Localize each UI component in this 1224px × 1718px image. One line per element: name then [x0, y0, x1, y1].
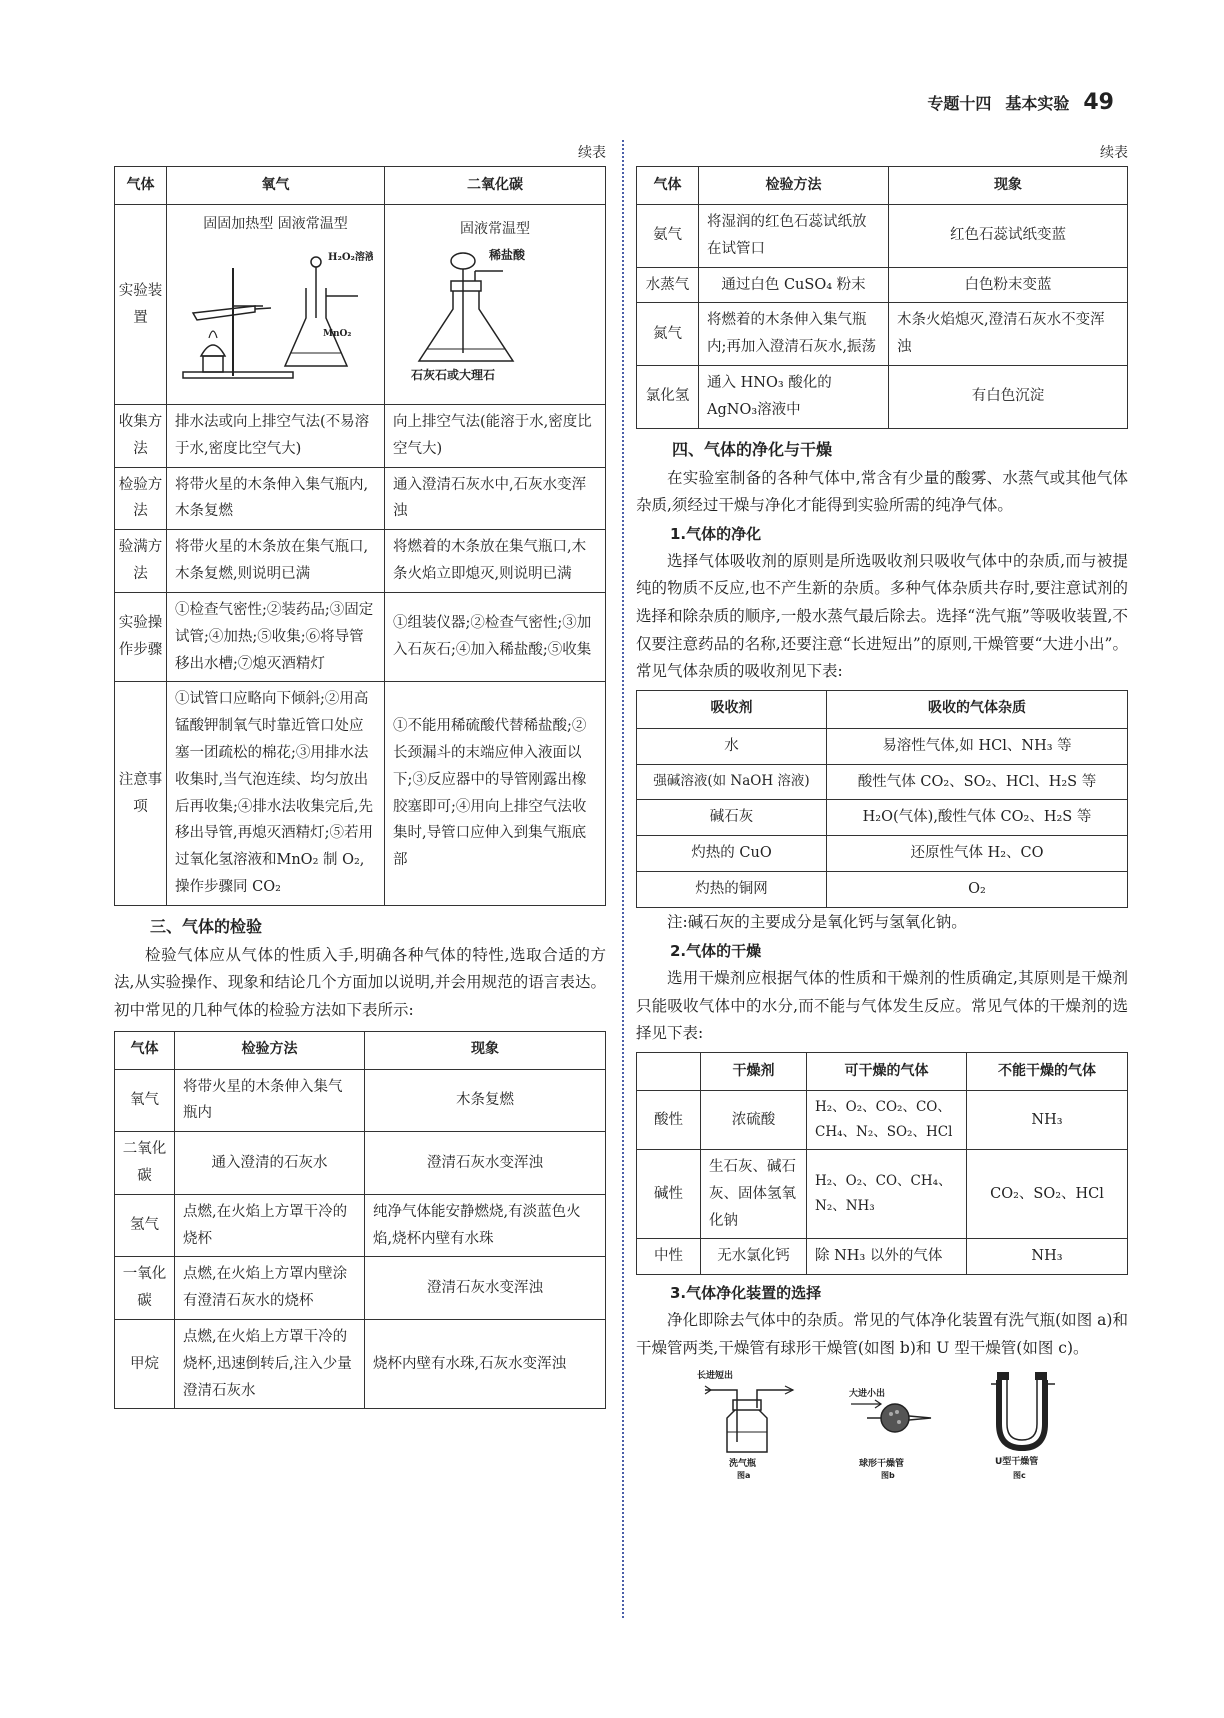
- gas-cell: 氮气: [637, 303, 699, 366]
- gas-cell: 水蒸气: [637, 267, 699, 303]
- figure-a-caption: 图a: [737, 1471, 751, 1481]
- gas-preparation-table: [114, 166, 606, 906]
- gas-cell: 氢气: [115, 1194, 175, 1257]
- table-header-row: [115, 1031, 606, 1069]
- header-absorbent: 吸收剂: [637, 690, 827, 728]
- apparatus-type-label: 固固加热型 固液常温型: [203, 215, 348, 232]
- subsection-heading: 1.气体的净化: [670, 524, 762, 543]
- header-cannot-dry: 不能干燥的气体: [967, 1052, 1128, 1090]
- table-row: [115, 1132, 606, 1195]
- header-result: 现象: [889, 167, 1128, 205]
- row-label: 注意事项: [115, 682, 167, 906]
- can-dry-cell: H₂、O₂、CO₂、CO、CH₄、N₂、SO₂、HCl: [807, 1090, 967, 1149]
- right-column: [636, 140, 1128, 1480]
- subsection-heading: 3.气体净化装置的选择: [670, 1284, 822, 1303]
- absorbent-cell: 水: [637, 728, 827, 764]
- result-cell: 红色石蕊试纸变蓝: [889, 205, 1128, 268]
- co2-cell: ①组装仪器;②检查气密性;③加入石灰石;④加入稀盐酸;⑤收集: [385, 592, 606, 681]
- section-paragraph: 检验气体应从气体的性质入手,明确各种气体的特性,选取合适的方法,从实验操作、现象和结论几个方面加以说明,并会用规范的语言表达。初中常见的几种气体的检验方法如下表所示:: [114, 945, 606, 1019]
- section-heading: 三、气体的检验: [150, 916, 263, 936]
- co2-cell: 通入澄清石灰水中,石灰水变浑浊: [385, 467, 606, 530]
- gas-washing-bottle-figure: [697, 1368, 807, 1480]
- header-method: 检验方法: [699, 167, 889, 205]
- header-result: 现象: [365, 1031, 606, 1069]
- row-label: 检验方法: [115, 467, 167, 530]
- can-dry-cell: H₂、O₂、CO、CH₄、N₂、NH₃: [807, 1149, 967, 1238]
- table-row: [637, 366, 1128, 429]
- table-row: [637, 836, 1128, 872]
- oxygen-cell: 排水法或向上排空气法(不易溶于水,密度比空气大): [167, 405, 385, 468]
- header-gas: 气体: [115, 1031, 175, 1069]
- agent-cell: 生石灰、碱石灰、固体氢氧化钠: [701, 1149, 807, 1238]
- chapter-label: 专题十四: [927, 94, 992, 113]
- table-row: [637, 1149, 1128, 1238]
- chapter-title: 基本实验: [1005, 94, 1070, 113]
- table-row: [637, 1090, 1128, 1149]
- table-row: [637, 267, 1128, 303]
- method-cell: 通入 HNO₃ 酸化的AgNO₃溶液中: [699, 366, 889, 429]
- column-divider: [622, 140, 624, 1618]
- agent-cell: 浓硫酸: [701, 1090, 807, 1149]
- method-cell: 通入澄清的石灰水: [175, 1132, 365, 1195]
- result-cell: 澄清石灰水变浑浊: [365, 1132, 606, 1195]
- gas-test-table: [114, 1031, 606, 1410]
- section-paragraph: 在实验室制备的各种气体中,常含有少量的酸雾、水蒸气或其他气体杂质,须经过干燥与净化才能得到实验所需的纯净气体。: [636, 468, 1128, 515]
- header-method: 检验方法: [175, 1031, 365, 1069]
- result-cell: 木条复燃: [365, 1069, 606, 1132]
- header-impurity: 吸收的气体杂质: [827, 690, 1128, 728]
- table-row: [115, 1320, 606, 1409]
- method-cell: 通过白色 CuSO₄ 粉末: [699, 267, 889, 303]
- table-row: [637, 205, 1128, 268]
- method-cell: 点燃,在火焰上方罩干冷的烧杯,迅速倒转后,注入少量澄清石灰水: [175, 1320, 365, 1409]
- subsection-heading: 2.气体的干燥: [670, 942, 762, 961]
- h2o2-label: H₂O₂溶液: [328, 251, 373, 263]
- gas-cell: 氧气: [115, 1069, 175, 1132]
- co2-cell: 将燃着的木条放在集气瓶口,木条火焰立即熄灭,则说明已满: [385, 530, 606, 593]
- header-gas: 气体: [637, 167, 699, 205]
- gas-cell: 甲烷: [115, 1320, 175, 1409]
- left-column: [114, 140, 606, 1409]
- figure-b-arrow-label: 大进小出: [849, 1389, 886, 1400]
- method-cell: 将燃着的木条伸入集气瓶内;再加入澄清石灰水,振荡: [699, 303, 889, 366]
- result-cell: 白色粉末变蓝: [889, 267, 1128, 303]
- apparatus-type-label-co2: 固液常温型: [460, 220, 530, 237]
- table-row: [115, 1069, 606, 1132]
- table-row: [637, 1239, 1128, 1275]
- table-note: 注:碱石灰的主要成分是氧化钙与氢氧化钠。: [667, 912, 967, 931]
- figure-c-name: U型干燥管: [995, 1457, 1039, 1468]
- table-header-row: [115, 167, 606, 205]
- impurity-cell: 易溶性气体,如 HCl、NH₃ 等: [827, 728, 1128, 764]
- gas-cell: 氨气: [637, 205, 699, 268]
- header-oxygen: 氧气: [167, 167, 385, 205]
- can-dry-cell: 除 NH₃ 以外的气体: [807, 1239, 967, 1275]
- subsection-paragraph: 净化即除去气体中的杂质。常见的气体净化装置有洗气瓶(如图 a)和干燥管两类,干燥管有球形干燥管(如图 b)和 U 型干燥管(如图 c)。: [636, 1311, 1128, 1357]
- result-cell: 澄清石灰水变浑浊: [365, 1257, 606, 1320]
- method-cell: 将带火星的木条伸入集气瓶内: [175, 1069, 365, 1132]
- continued-label: 续表: [578, 145, 606, 161]
- table-row-apparatus: [115, 205, 606, 405]
- type-cell: 酸性: [637, 1090, 701, 1149]
- table-row: [115, 467, 606, 530]
- agent-cell: 无水氯化钙: [701, 1239, 807, 1275]
- figure-b-caption: 图b: [881, 1471, 895, 1481]
- absorbent-cell: 灼热的 CuO: [637, 836, 827, 872]
- row-label: 验满方法: [115, 530, 167, 593]
- gas-cell: 一氧化碳: [115, 1257, 175, 1320]
- absorbent-cell: 灼热的铜网: [637, 871, 827, 907]
- co2-apparatus-drawing: [391, 243, 571, 383]
- table-row: [115, 682, 606, 906]
- header-agent: 干燥剂: [701, 1052, 807, 1090]
- gas-test-table-continued: [636, 166, 1128, 429]
- impurity-cell: H₂O(气体),酸性气体 CO₂、H₂S 等: [827, 800, 1128, 836]
- oxygen-cell: 将带火星的木条伸入集气瓶内,木条复燃: [167, 467, 385, 530]
- gas-cell: 氯化氢: [637, 366, 699, 429]
- cannot-dry-cell: CO₂、SO₂、HCl: [967, 1149, 1128, 1238]
- header-co2: 二氧化碳: [385, 167, 606, 205]
- cannot-dry-cell: NH₃: [967, 1239, 1128, 1275]
- result-cell: 烧杯内壁有水珠,石灰水变浑浊: [365, 1320, 606, 1409]
- row-label: 实验操作步骤: [115, 592, 167, 681]
- oxygen-cell: ①试管口应略向下倾斜;②用高锰酸钾制氧气时靠近管口处应塞一团疏松的棉花;③用排水法收集时,当气泡连续、均匀放出后再收集;④排水法收集完后,先移出导管,再熄灭酒精灯;⑤若用过氧化氢溶液和MnO₂ 制 O₂,操作步骤同 CO₂: [167, 682, 385, 906]
- co2-cell: 向上排空气法(能溶于水,密度比空气大): [385, 405, 606, 468]
- table-row: [637, 871, 1128, 907]
- result-cell: 木条火焰熄灭,澄清石灰水不变浑浊: [889, 303, 1128, 366]
- oxygen-apparatus-figure: [167, 205, 385, 405]
- impurity-cell: O₂: [827, 871, 1128, 907]
- u-drying-tube-figure: [977, 1368, 1067, 1480]
- method-cell: 点燃,在火焰上方罩内壁涂有澄清石灰水的烧杯: [175, 1257, 365, 1320]
- page-header: [927, 84, 1114, 123]
- section-heading: 四、气体的净化与干燥: [672, 439, 833, 459]
- table-row: [115, 405, 606, 468]
- co2-apparatus-figure: [385, 205, 606, 405]
- mno2-label: MnO₂: [323, 328, 352, 339]
- table-row: [637, 800, 1128, 836]
- ball-drying-tube-figure: [837, 1368, 947, 1480]
- oxygen-cell: ①检查气密性;②装药品;③固定试管;④加热;⑤收集;⑥将导管移出水槽;⑦熄灭酒精灯: [167, 592, 385, 681]
- table-row: [115, 1257, 606, 1320]
- page-number: 49: [1083, 90, 1114, 115]
- subsection-paragraph: 选用干燥剂应根据气体的性质和干燥剂的性质确定,其原则是干燥剂只能吸收气体中的水分,而不能与气体发生反应。常见气体的干燥剂的选择见下表:: [636, 969, 1128, 1043]
- table-row: [637, 303, 1128, 366]
- absorbent-table: [636, 690, 1128, 908]
- impurity-cell: 酸性气体 CO₂、SO₂、HCl、H₂S 等: [827, 764, 1128, 800]
- continued-label: 续表: [1100, 145, 1128, 161]
- header-gas: 气体: [115, 167, 167, 205]
- co2-cell: ①不能用稀硫酸代替稀盐酸;②长颈漏斗的末端应伸入液面以下;③反应器中的导管刚露出橡胶塞即可;④用向上排空气法收集时,导管口应伸入到集气瓶底部: [385, 682, 606, 906]
- type-cell: 中性: [637, 1239, 701, 1275]
- oxygen-apparatus-drawing: [173, 238, 373, 388]
- oxygen-cell: 将带火星的木条放在集气瓶口,木条复燃,则说明已满: [167, 530, 385, 593]
- gas-cell: 二氧化碳: [115, 1132, 175, 1195]
- table-row: [637, 764, 1128, 800]
- acid-label: 稀盐酸: [489, 247, 526, 262]
- figure-c-caption: 图c: [1013, 1471, 1026, 1481]
- desiccant-table: [636, 1052, 1128, 1275]
- absorbent-cell: 碱石灰: [637, 800, 827, 836]
- table-header-row: [637, 690, 1128, 728]
- subsection-paragraph: 选择气体吸收剂的原则是所选吸收剂只吸收气体中的杂质,而与被提纯的物质不反应,也不产生新的杂质。多种气体杂质共存时,要注意试剂的选择和除杂质的顺序,一般水蒸气最后除去。选择“洗气瓶”等吸收装置,不仅要注意药品的名称,还要注意“长进短出”的原则,干燥管要“大进小出”。常见气体杂质的吸收剂见下表:: [636, 551, 1128, 681]
- impurity-cell: 还原性气体 H₂、CO: [827, 836, 1128, 872]
- table-header-row: [637, 167, 1128, 205]
- table-row: [115, 1194, 606, 1257]
- figure-b-name: 球形干燥管: [859, 1459, 905, 1470]
- result-cell: 纯净气体能安静燃烧,有淡蓝色火焰,烧杯内壁有水珠: [365, 1194, 606, 1257]
- figure-a-name: 洗气瓶: [729, 1459, 757, 1470]
- table-row: [637, 728, 1128, 764]
- absorbent-cell: 强碱溶液(如 NaOH 溶液): [637, 764, 827, 800]
- row-label: 实验装置: [115, 205, 167, 405]
- table-row: [115, 530, 606, 593]
- table-header-row: [637, 1052, 1128, 1090]
- row-label: 收集方法: [115, 405, 167, 468]
- method-cell: 将湿润的红色石蕊试纸放在试管口: [699, 205, 889, 268]
- type-cell: 碱性: [637, 1149, 701, 1238]
- figure-a-arrow-label: 长进短出: [697, 1371, 734, 1382]
- purification-figures: [636, 1368, 1128, 1480]
- result-cell: 有白色沉淀: [889, 366, 1128, 429]
- method-cell: 点燃,在火焰上方罩干冷的烧杯: [175, 1194, 365, 1257]
- limestone-label: 石灰石或大理石: [411, 367, 496, 382]
- table-row: [115, 592, 606, 681]
- header-can-dry: 可干燥的气体: [807, 1052, 967, 1090]
- header-blank: [637, 1052, 701, 1090]
- cannot-dry-cell: NH₃: [967, 1090, 1128, 1149]
